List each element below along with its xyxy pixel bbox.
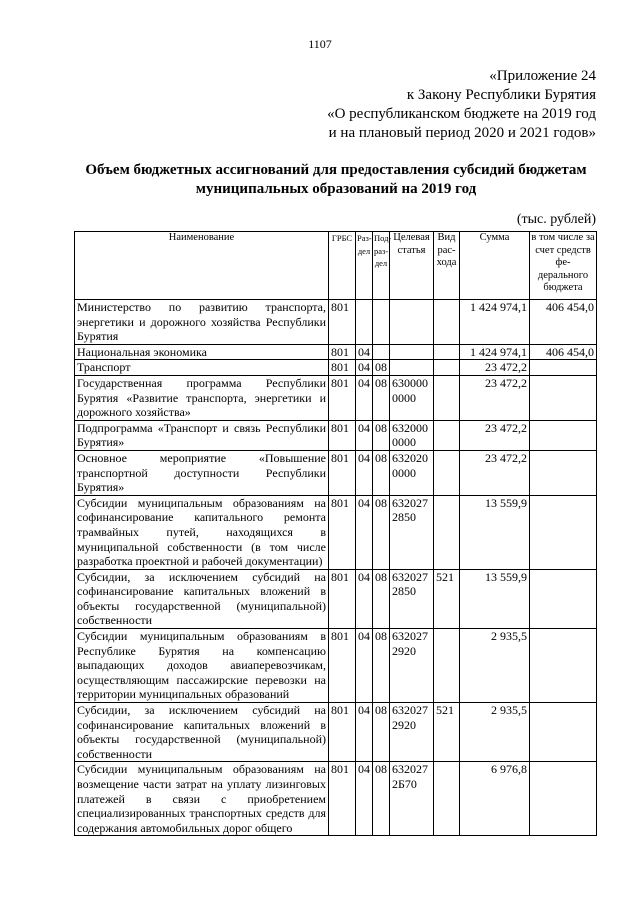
table-row <box>75 495 597 569</box>
title-line: Объем бюджетных ассигнований для предоставления субсидий бюджетам <box>85 162 587 178</box>
cell-name: Национальная экономика <box>75 344 329 360</box>
cell-name: Основное мероприятие «Повышение транспортной доступности Республики Бурятия» <box>75 450 329 495</box>
cell-sum: 1 424 974,1 <box>460 300 530 345</box>
cell-federal <box>530 495 597 569</box>
cell-podrazdel: 08 <box>373 569 390 628</box>
cell-name: Транспорт <box>75 360 329 376</box>
cell-sum: 23 472,2 <box>460 360 530 376</box>
header-razdel: Раз-дел <box>356 232 373 300</box>
cell-name: Субсидии, за исключением субсидий на софинансирование капитальных вложений в объекты государственной (муниципальной) собственности <box>75 703 329 762</box>
header-federal: в том числе за счет средств фе-дерального бюджета <box>530 232 597 300</box>
title-line: муниципальных образований на 2019 год <box>195 181 477 197</box>
header-target: Целевая статья <box>390 232 434 300</box>
cell-sum: 6 976,8 <box>460 762 530 836</box>
cell-vid <box>434 450 460 495</box>
cell-vid <box>434 629 460 703</box>
cell-sum: 1 424 974,1 <box>460 344 530 360</box>
cell-target: 632020 0000 <box>390 450 434 495</box>
cell-podrazdel <box>373 300 390 345</box>
cell-podrazdel: 08 <box>373 375 390 420</box>
cell-razdel: 04 <box>356 569 373 628</box>
cell-sum: 2 935,5 <box>460 629 530 703</box>
cell-grbs: 801 <box>329 360 356 376</box>
cell-name: Государственная программа Республики Бурятия «Развитие транспорта, энергетики и дорожного хозяйства» <box>75 375 329 420</box>
header-name: Наименование <box>75 232 329 300</box>
appendix-reference <box>327 67 596 143</box>
cell-federal <box>530 629 597 703</box>
cell-grbs: 801 <box>329 495 356 569</box>
cell-vid <box>434 360 460 376</box>
table-row <box>75 300 597 345</box>
cell-target: 632027 2850 <box>390 495 434 569</box>
cell-razdel: 04 <box>356 375 373 420</box>
cell-vid <box>434 300 460 345</box>
table-body <box>75 300 597 836</box>
cell-grbs: 801 <box>329 703 356 762</box>
table-row <box>75 450 597 495</box>
cell-razdel <box>356 300 373 345</box>
cell-podrazdel: 08 <box>373 450 390 495</box>
cell-federal <box>530 762 597 836</box>
cell-podrazdel: 08 <box>373 629 390 703</box>
header-grbs: ГРБС <box>329 232 356 300</box>
cell-razdel: 04 <box>356 495 373 569</box>
cell-vid <box>434 495 460 569</box>
cell-sum: 23 472,2 <box>460 420 530 450</box>
cell-federal: 406 454,0 <box>530 300 597 345</box>
cell-grbs: 801 <box>329 344 356 360</box>
cell-name: Субсидии муниципальным образованиям на софинансирование капитального ремонта трамвайных путей, находящихся в муниципальной собственности (в том числе разработка проектной и рабочей документации) <box>75 495 329 569</box>
document-title <box>72 161 600 199</box>
cell-podrazdel: 08 <box>373 360 390 376</box>
cell-federal <box>530 703 597 762</box>
cell-name: Субсидии, за исключением субсидий на софинансирование капитальных вложений в объекты государственной (муниципальной) собственности <box>75 569 329 628</box>
budget-table <box>74 231 597 836</box>
table-row <box>75 344 597 360</box>
cell-target <box>390 344 434 360</box>
table-row <box>75 375 597 420</box>
table-row <box>75 629 597 703</box>
cell-razdel: 04 <box>356 762 373 836</box>
cell-name: Министерство по развитию транспорта, энергетики и дорожного хозяйства Республики Бурятия <box>75 300 329 345</box>
cell-sum: 13 559,9 <box>460 569 530 628</box>
cell-target: 632027 2850 <box>390 569 434 628</box>
cell-grbs: 801 <box>329 569 356 628</box>
cell-sum: 13 559,9 <box>460 495 530 569</box>
units-label: (тыс. рублей) <box>516 212 596 227</box>
cell-target <box>390 360 434 376</box>
cell-vid <box>434 420 460 450</box>
cell-target: 632000 0000 <box>390 420 434 450</box>
cell-podrazdel: 08 <box>373 420 390 450</box>
page-number: 1107 <box>308 37 332 51</box>
cell-razdel: 04 <box>356 703 373 762</box>
cell-federal <box>530 569 597 628</box>
cell-vid <box>434 375 460 420</box>
appendix-line: «О республиканском бюджете на 2019 год <box>327 106 596 122</box>
table-header-row <box>75 232 597 300</box>
cell-target: 632027 2920 <box>390 703 434 762</box>
cell-target: 632027 2Б70 <box>390 762 434 836</box>
cell-razdel: 04 <box>356 360 373 376</box>
cell-name: Субсидии муниципальным образованиям в Республике Бурятия на компенсацию выпадающих доходов авиаперевозчикам, осуществляющим пассажирские перевозки на территории муниципальных образований <box>75 629 329 703</box>
cell-grbs: 801 <box>329 300 356 345</box>
cell-target: 632027 2920 <box>390 629 434 703</box>
cell-podrazdel: 08 <box>373 495 390 569</box>
header-podrazdel: Под-раз-дел <box>373 232 390 300</box>
cell-sum: 23 472,2 <box>460 375 530 420</box>
cell-vid <box>434 762 460 836</box>
cell-razdel: 04 <box>356 629 373 703</box>
cell-federal <box>530 450 597 495</box>
table-row <box>75 420 597 450</box>
cell-grbs: 801 <box>329 762 356 836</box>
cell-federal <box>530 375 597 420</box>
cell-vid: 521 <box>434 703 460 762</box>
cell-target: 630000 0000 <box>390 375 434 420</box>
cell-federal <box>530 360 597 376</box>
cell-podrazdel: 08 <box>373 703 390 762</box>
header-vid: Вид рас-хода <box>434 232 460 300</box>
cell-razdel: 04 <box>356 450 373 495</box>
table-row <box>75 703 597 762</box>
cell-target <box>390 300 434 345</box>
cell-grbs: 801 <box>329 629 356 703</box>
appendix-line: к Закону Республики Бурятия <box>406 87 596 103</box>
cell-grbs: 801 <box>329 450 356 495</box>
table-row <box>75 569 597 628</box>
cell-razdel: 04 <box>356 420 373 450</box>
cell-grbs: 801 <box>329 420 356 450</box>
cell-razdel: 04 <box>356 344 373 360</box>
cell-federal <box>530 420 597 450</box>
cell-federal: 406 454,0 <box>530 344 597 360</box>
cell-sum: 23 472,2 <box>460 450 530 495</box>
table-row <box>75 360 597 376</box>
cell-podrazdel: 08 <box>373 762 390 836</box>
appendix-line: «Приложение 24 <box>489 68 596 84</box>
cell-vid: 521 <box>434 569 460 628</box>
cell-name: Подпрограмма «Транспорт и связь Республики Бурятия» <box>75 420 329 450</box>
table-row <box>75 762 597 836</box>
appendix-line: и на плановый период 2020 и 2021 годов» <box>328 125 596 141</box>
cell-vid <box>434 344 460 360</box>
cell-grbs: 801 <box>329 375 356 420</box>
cell-name: Субсидии муниципальным образованиям на возмещение части затрат на уплату лизинговых платежей в связи с приобретением специализированных транспортных средств для содержания автомобильных дорог общего <box>75 762 329 836</box>
cell-podrazdel <box>373 344 390 360</box>
cell-sum: 2 935,5 <box>460 703 530 762</box>
header-sum: Сумма <box>460 232 530 300</box>
